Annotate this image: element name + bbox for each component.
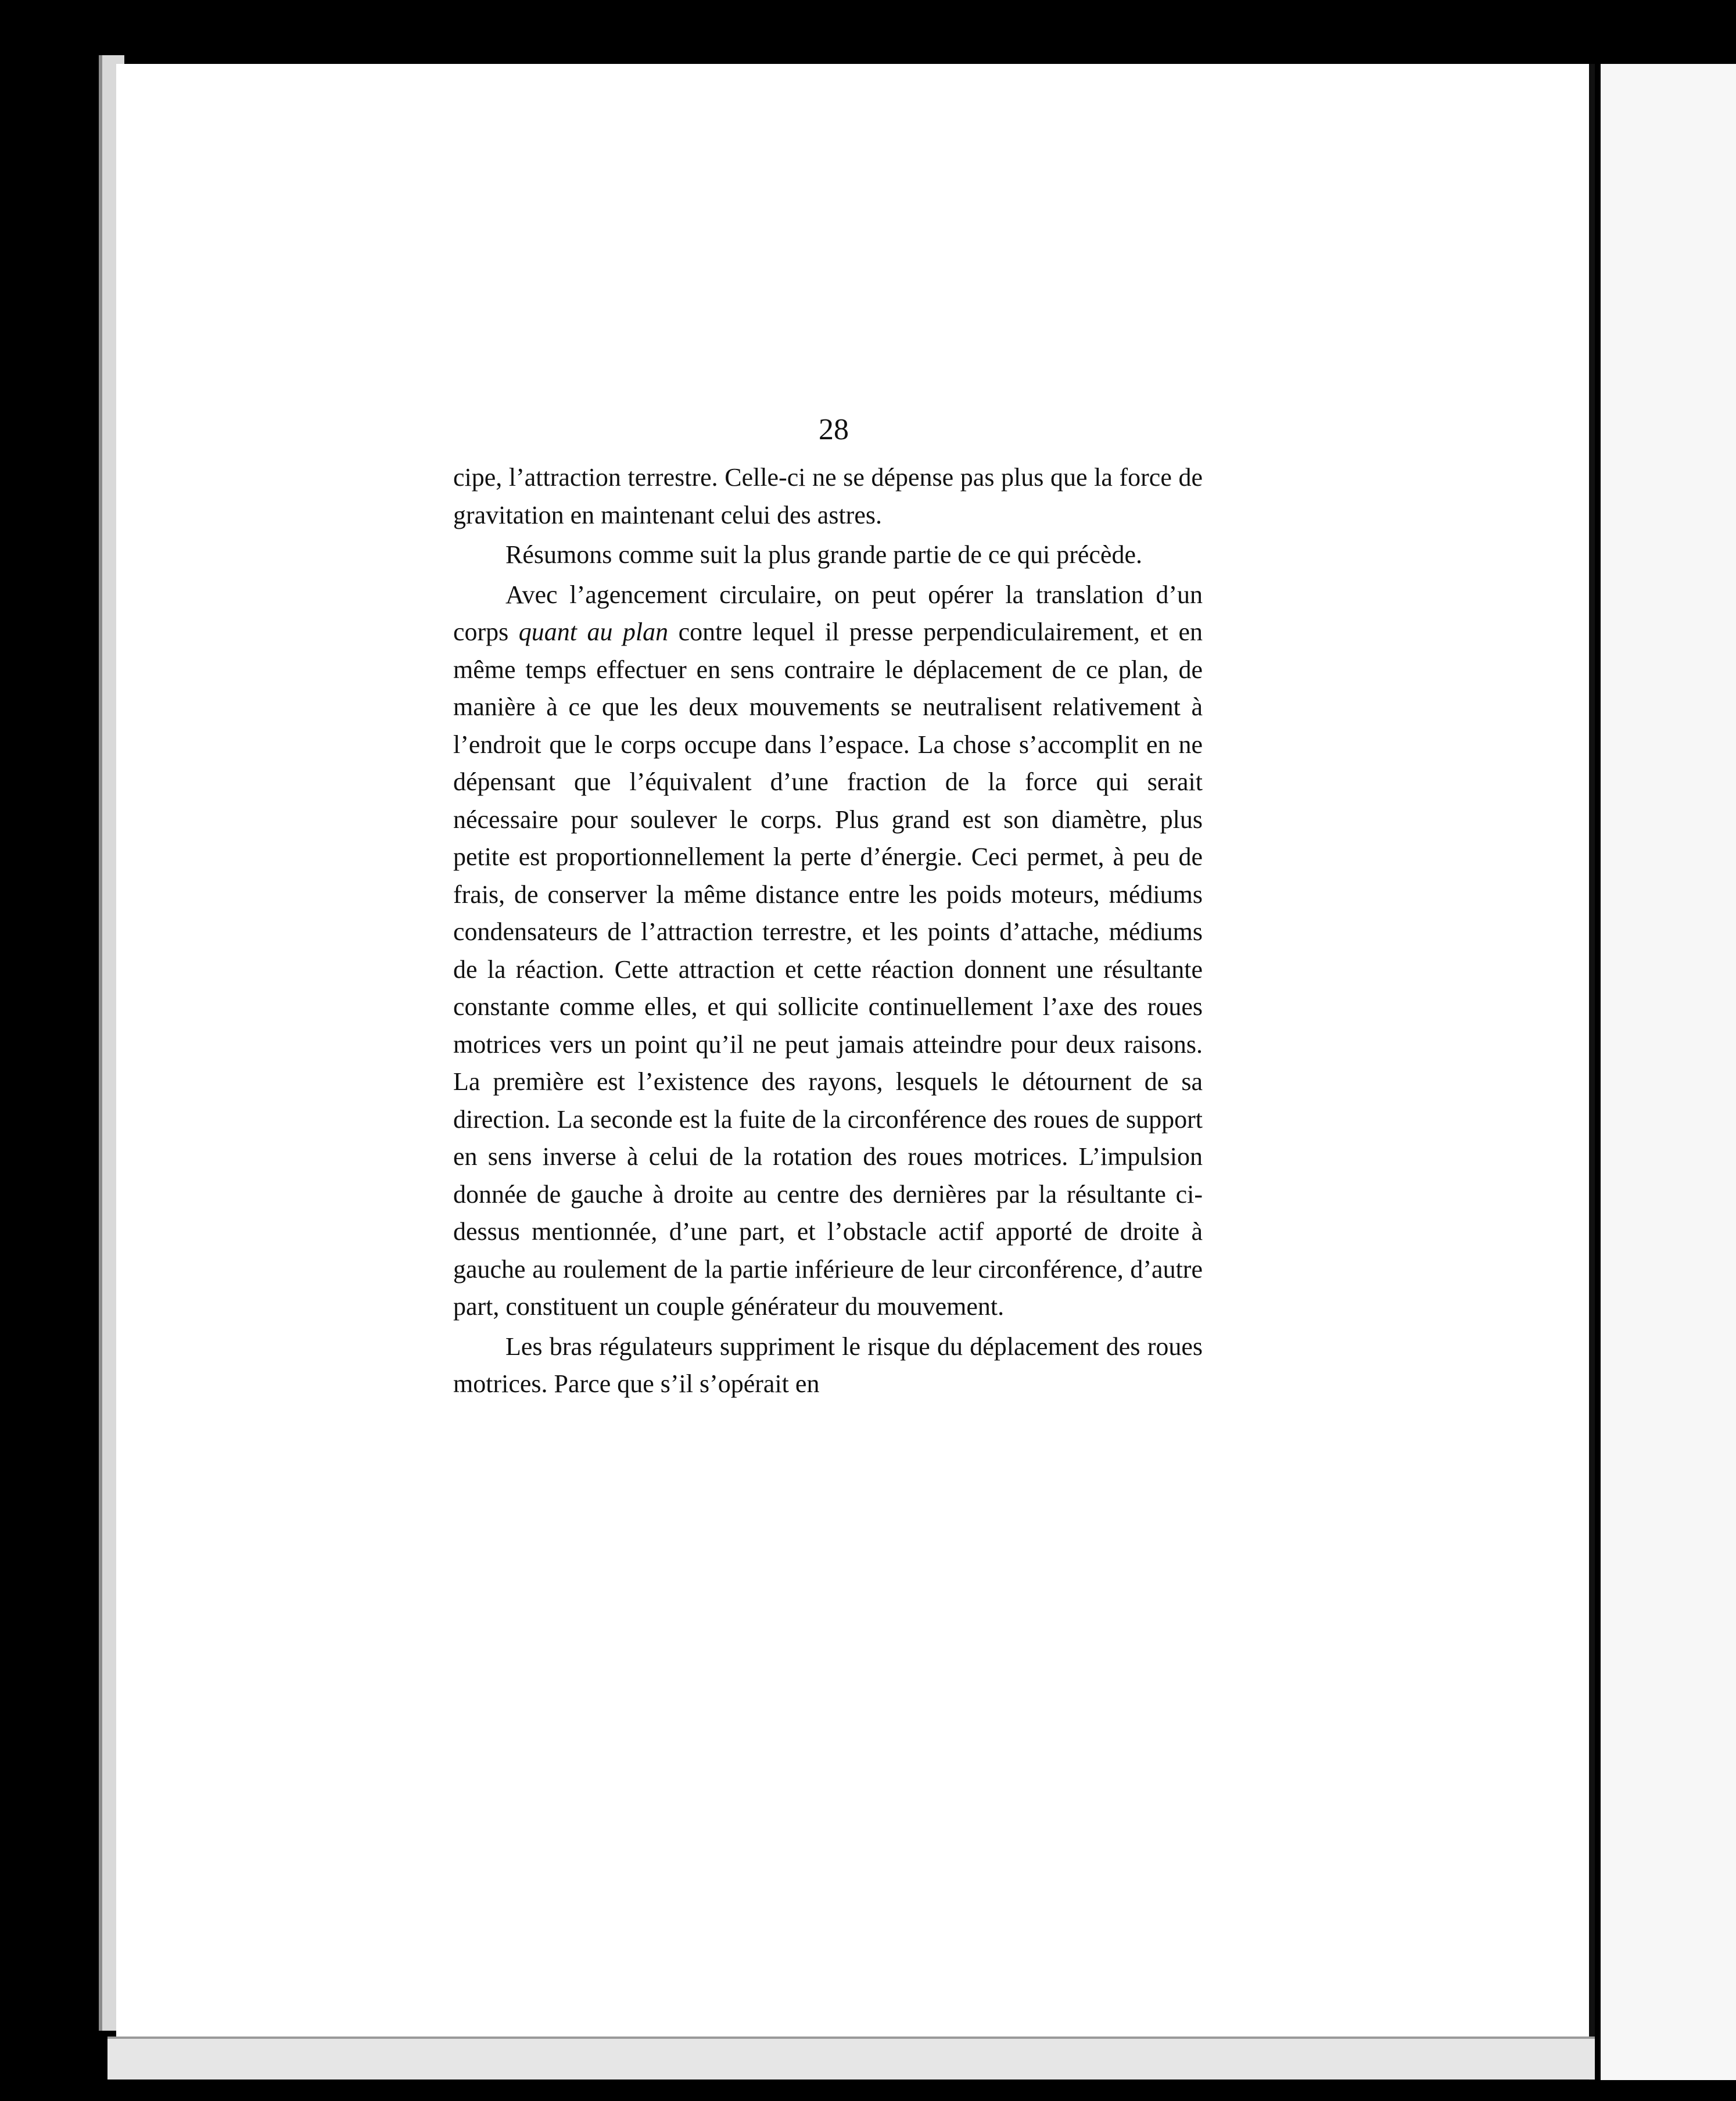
paragraph-1: cipe, l’attraction terrestre. Celle-ci ne se dépense pas plus que la force de gravitation en maintenant celui des astres.	[453, 463, 1203, 529]
page-text-block	[453, 407, 1203, 1406]
paragraph-3-text-end: contre lequel il presse perpendiculairement, et en même temps effectuer en sens contraire le déplacement de ce plan, de manière à ce que les deux mouvements se neutralisent relativement à l’endroit que le corps occupe dans l’espace. La chose s’accomplit en ne dépensant que l’équivalent d’une fraction de la force qui serait nécessaire pour soulever le corps. Plus grand est son diamètre, plus petite est proportionnellement la perte d’énergie. Ceci permet, à peu de frais, de conserver la même distance entre les poids moteurs, médiums condensateurs de l’attraction terrestre, et les points d’attache, médiums de la réaction. Cette attraction et cette réaction donnent une résultante constante comme elles, et qui sollicite continuellement l’axe des roues motrices vers un point qu’il ne peut jamais atteindre pour deux raisons. La première est l’existence des rayons, lesquels le détournent de sa direction. La seconde est la fuite de la circonférence des roues de support en sens inverse à celui de la rotation des roues motrices. L’impulsion donnée de gauche à droite au centre des dernières par la résultante ci-dessus mentionnée, d’une part, et l’obstacle actif apporté de droite à gauche au roulement de la partie inférieure de leur circonférence, d’autre part, constituent un couple générateur du mouvement.	[453, 618, 1203, 1321]
paragraph-2: Résumons comme suit la plus grande partie de ce qui précède.	[505, 540, 1142, 569]
paragraph-4: Les bras régulateurs suppriment le risque du déplacement des roues motrices. Parce que s’il s’opérait en	[453, 1332, 1203, 1398]
paragraph-3-text-start: Avec l’agencement circulaire, on peut opérer la translation d’un corps	[453, 580, 1203, 646]
page-bottom-edge	[107, 2037, 1595, 2080]
paragraph-3	[453, 576, 1203, 1326]
facing-page	[1601, 64, 1736, 2080]
paragraph-3-emphasis: quant au plan	[518, 618, 669, 646]
book-spine-edge	[1589, 64, 1595, 2080]
page-number: 28	[819, 413, 849, 446]
